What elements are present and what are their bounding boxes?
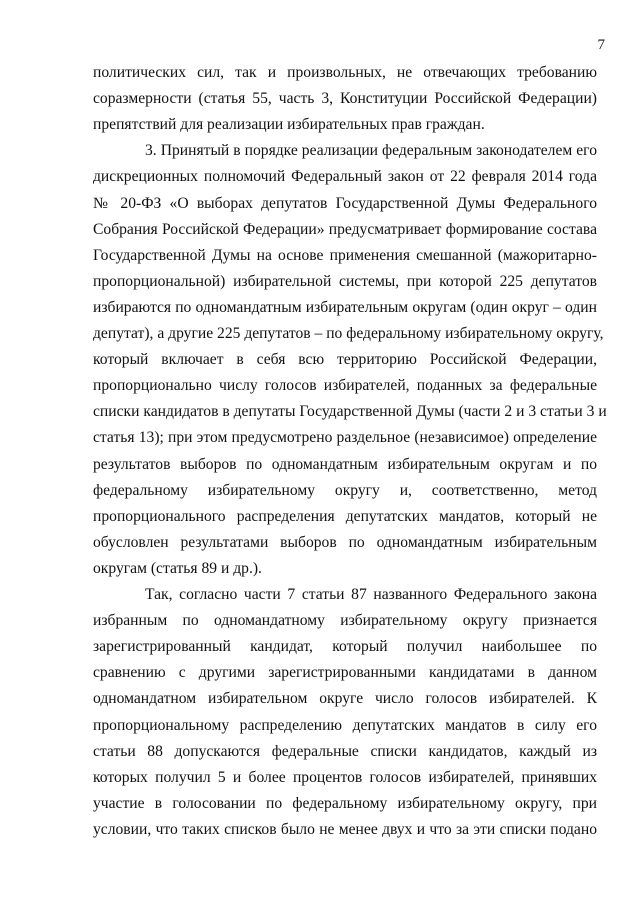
text-line: сравнению с другими зарегистрированными кандидатами в данном	[93, 664, 597, 682]
page-number: 7	[597, 37, 605, 53]
text-line: Так, согласно части 7 статьи 87 названного Федерального закона	[145, 586, 597, 603]
text-line: соразмерности (статья 55, часть 3, Конституции Российской Федерации)	[93, 90, 597, 108]
text-line: пропорциональной) избирательной системы, при которой 225 депутатов	[93, 272, 597, 290]
text-line: 3. Принятый в порядке реализации федеральным законодателем его	[145, 142, 597, 160]
text-line: статья 13); при этом предусмотрено раздельное (независимое) определение	[93, 429, 597, 447]
text-line: которых получил 5 и более процентов голосов избирателей, принявших	[93, 768, 597, 786]
text-line: препятствий для реализации избирательных прав граждан.	[93, 116, 485, 134]
text-line: дискреционных полномочий Федеральный закон от 22 февраля 2014 года	[93, 168, 597, 186]
text-line: результатов выборов по одномандатным избирательным округам и по	[93, 455, 597, 473]
text-line: пропорционально числу голосов избирателей, поданных за федеральные	[93, 377, 597, 395]
text-line: № 20-ФЗ «О выборах депутатов Государственной Думы Федерального	[93, 194, 597, 212]
text-line: зарегистрированный кандидат, который получил наибольшее по	[93, 638, 597, 656]
text-line: политических сил, так и произвольных, не отвечающих требованию	[93, 64, 597, 81]
text-line: пропорционального распределения депутатских мандатов, который не	[93, 507, 597, 525]
text-line: Государственной Думы на основе применения смешанной (мажоритарно-	[93, 246, 597, 264]
text-line: участие в голосовании по федеральному избирательному округу, при	[93, 794, 597, 812]
text-line: округам (статья 89 и др.).	[93, 559, 262, 577]
text-line: Собрания Российской Федерации» предусматривает формирование состава	[93, 220, 597, 238]
text-line: депутат), а другие 225 депутатов – по федеральному избирательному округу,	[93, 325, 604, 342]
text-line: списки кандидатов в депутаты Государственной Думы (части 2 и 3 статьи 3 и	[93, 403, 607, 421]
text-line: обусловлен результатами выборов по одномандатным избирательным	[93, 533, 597, 551]
text-line: который включает в себя всю территорию Российской Федерации,	[93, 351, 597, 369]
text-line: пропорциональному распределению депутатских мандатов в силу его	[93, 716, 597, 734]
text-line: избираются по одномандатным избирательным округам (один округ – один	[93, 298, 597, 316]
text-line: условии, что таких списков было не менее двух и что за эти списки подано	[93, 820, 597, 838]
text-line: федеральному избирательному округу и, соответственно, метод	[93, 481, 597, 499]
text-line: избранным по одномандатному избирательному округу признается	[93, 612, 597, 630]
text-line: одномандатном избирательном округе число голосов избирателей. К	[93, 690, 597, 708]
text-line: статьи 88 допускаются федеральные списки кандидатов, каждый из	[93, 742, 597, 760]
